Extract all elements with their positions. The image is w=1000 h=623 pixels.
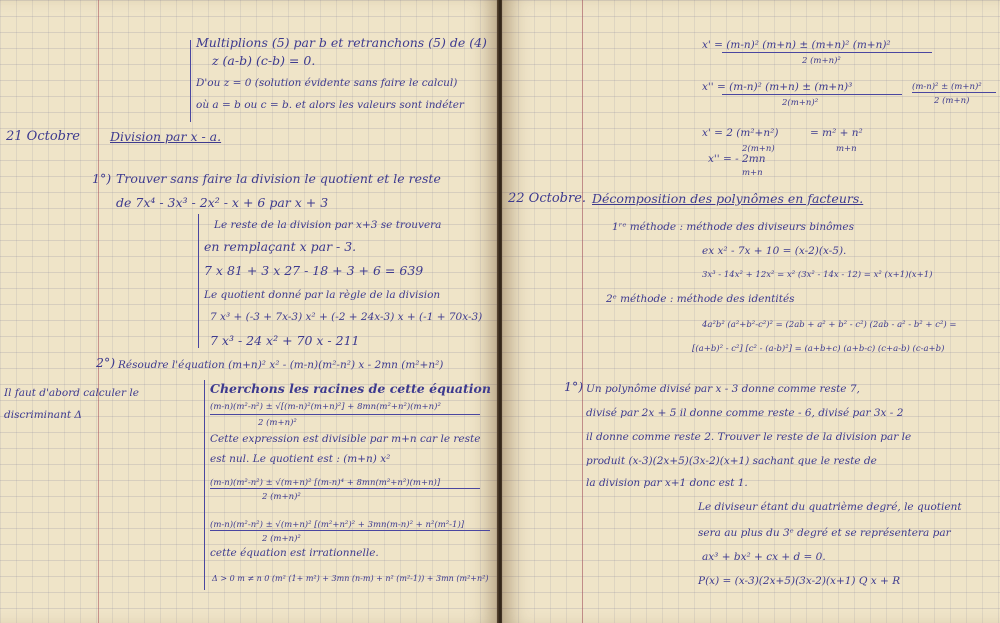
r-work-line-3: ax³ + bx² + cx + d = 0. — [702, 551, 826, 563]
formula-x2-alt-numerator: (m-n)² ± (m+n)² — [912, 82, 982, 92]
formula-x2-result: x'' = - 2mn — [708, 153, 766, 165]
work-1-line-1: Le reste de la division par x+3 se trouvera — [214, 219, 442, 231]
side-note-line-2: discriminant Δ — [4, 409, 82, 421]
work-1-line-3: 7 x 81 + 3 x 27 - 18 + 3 + 6 = 639 — [204, 263, 424, 278]
work-2-line-2: (m-n)(m²-n²) ± √[(m-n)²(m+n)²] + 8mn(m²+n²)(m+n)² — [210, 402, 441, 412]
method-line-2: ex x² - 7x + 10 = (x-2)(x-5). — [702, 245, 847, 257]
formula-x2-numerator: x'' = (m-n)² (m+n) ± (m+n)³ — [702, 81, 853, 93]
r-problem-1-line-5: la division par x+1 donc est 1. — [586, 477, 748, 489]
problem-1-line-1: Trouver sans faire la division le quotient et le reste — [116, 171, 441, 186]
work-2-line-5: est nul. Le quotient est : (m+n) x² — [210, 453, 391, 465]
top-line-4: où a = b ou c = b. et alors les valeurs sont indéter — [196, 99, 464, 111]
formula-x1-result-den: 2(m+n) — [742, 144, 775, 154]
formula-x2-result-den: m+n — [742, 168, 763, 178]
problem-2-number: 2°) — [96, 355, 116, 370]
formula-x1-simplified-den: m+n — [836, 144, 857, 154]
problem-1-line-2: de 7x⁴ - 3x³ - 2x² - x + 6 par x + 3 — [116, 195, 329, 210]
work-2-line-3: 2 (m+n)² — [258, 418, 297, 428]
fraction-bar-1 — [210, 414, 480, 415]
section-heading-division: Division par x - a. — [110, 129, 222, 144]
section-heading-decomposition: Décomposition des polynômes en facteurs. — [592, 191, 864, 206]
top-line-3: D'ou z = 0 (solution évidente sans faire le calcul) — [196, 77, 458, 89]
work-1-line-5: 7 x³ + (-3 + 7x-3) x² + (-2 + 24x-3) x + (-1 + 70x-3) — [210, 311, 483, 323]
r-problem-1-line-2: divisé par 2x + 5 il donne comme reste - 6, divisé par 3x - 2 — [586, 407, 904, 419]
method-line-4: 2ᵉ méthode : méthode des identités — [606, 293, 795, 305]
formula-x1-result: x' = 2 (m²+n²) — [702, 127, 779, 139]
work-2-line-9: 2 (m+n)² — [262, 534, 301, 544]
r-problem-1-line-1: Un polynôme divisé par x - 3 donne comme reste 7, — [586, 383, 860, 395]
r-work-line-2: sera au plus du 3ᵉ degré et se représentera par — [698, 527, 951, 539]
top-line-2: z (a-b) (c-b) = 0. — [212, 53, 316, 68]
work-2-line-4: Cette expression est divisible par m+n car le reste — [210, 433, 481, 445]
formula-x2-alt-denominator: 2 (m+n) — [934, 96, 970, 106]
r-work-line-4: P(x) = (x-3)(2x+5)(3x-2)(x+1) Q x + R — [698, 575, 901, 587]
work-2-line-6: (m-n)(m²-n²) ± √(m+n)² [(m-n)⁴ + 8mn(m²+n²)(m+n)] — [210, 478, 441, 488]
formula-x2-denominator: 2(m+n)² — [782, 98, 819, 108]
problem-2-line-1: Résoudre l'équation (m+n)² x² - (m-n)(m²-n²) x - 2mn (m²+n²) — [118, 359, 444, 371]
r-work-line-1: Le diviseur étant du quatrième degré, le quotient — [698, 501, 962, 513]
formula-x1-numerator: x' = (m-n)² (m+n) ± (m+n)² (m+n)² — [702, 39, 891, 51]
fraction-bar-2 — [210, 488, 480, 489]
work-bar-2 — [204, 380, 205, 590]
method-line-1: 1ʳᵉ méthode : méthode des diviseurs binômes — [612, 221, 854, 233]
formula-x2-bar — [722, 94, 902, 95]
bracket-bar — [190, 40, 191, 122]
date-21-octobre: 21 Octobre — [6, 129, 80, 144]
method-line-5: 4a²b² (a²+b²-c²)² = (2ab + a² + b² - c²) (2ab - a² - b² + c²) = — [702, 320, 957, 330]
work-1-line-4: Le quotient donné par la règle de la division — [204, 289, 441, 301]
work-2-line-7: 2 (m+n)² — [262, 492, 301, 502]
formula-x1-bar — [722, 52, 932, 53]
fraction-bar-3 — [210, 530, 490, 531]
formula-x2-alt-bar — [912, 92, 996, 93]
right-page-margin-line — [582, 0, 583, 623]
r-problem-1-line-4: produit (x-3)(2x+5)(3x-2)(x+1) sachant que le reste de — [586, 455, 877, 467]
formula-x1-denominator: 2 (m+n)² — [802, 56, 841, 66]
work-2-line-10: cette équation est irrationnelle. — [210, 547, 379, 559]
left-page — [0, 0, 498, 623]
problem-1-number: 1°) — [92, 171, 112, 186]
method-line-6: [(a+b)² - c²] [c² - (a-b)²] = (a+b+c) (a+b-c) (c+a-b) (c-a+b) — [692, 344, 945, 354]
work-2-line-11: Δ > 0 m ≠ n 0 (m² (1+ m²) + 3mn (n-m) + n² (m²-1)) + 3mn (m²+n²) — [212, 574, 489, 583]
formula-x1-simplified: = m² + n² — [810, 127, 863, 139]
left-page-margin-line — [98, 0, 99, 623]
work-bar-1 — [198, 214, 199, 348]
right-page — [502, 0, 1000, 623]
work-2-line-1: Cherchons les racines de cette équation — [210, 381, 491, 396]
work-2-line-8: (m-n)(m²-n²) ± √(m+n)² [(m²+n²)² + 3mn(m-n)² + n²(m²-1)] — [210, 520, 465, 530]
work-1-line-2: en remplaçant x par - 3. — [204, 239, 357, 254]
work-1-line-6: 7 x³ - 24 x² + 70 x - 211 — [210, 333, 360, 348]
r-problem-1-line-3: il donne comme reste 2. Trouver le reste de la division par le — [586, 431, 912, 443]
method-line-3: 3x³ - 14x² + 12x² = x² (3x² - 14x - 12) = x² (x+1)(x+1) — [702, 270, 933, 280]
date-22-octobre: 22 Octobre. — [508, 191, 587, 206]
r-problem-1-number: 1°) — [564, 379, 584, 394]
top-line-1: Multiplions (5) par b et retranchons (5) de (4) — [196, 35, 487, 50]
side-note-line-1: Il faut d'abord calculer le — [4, 387, 139, 399]
